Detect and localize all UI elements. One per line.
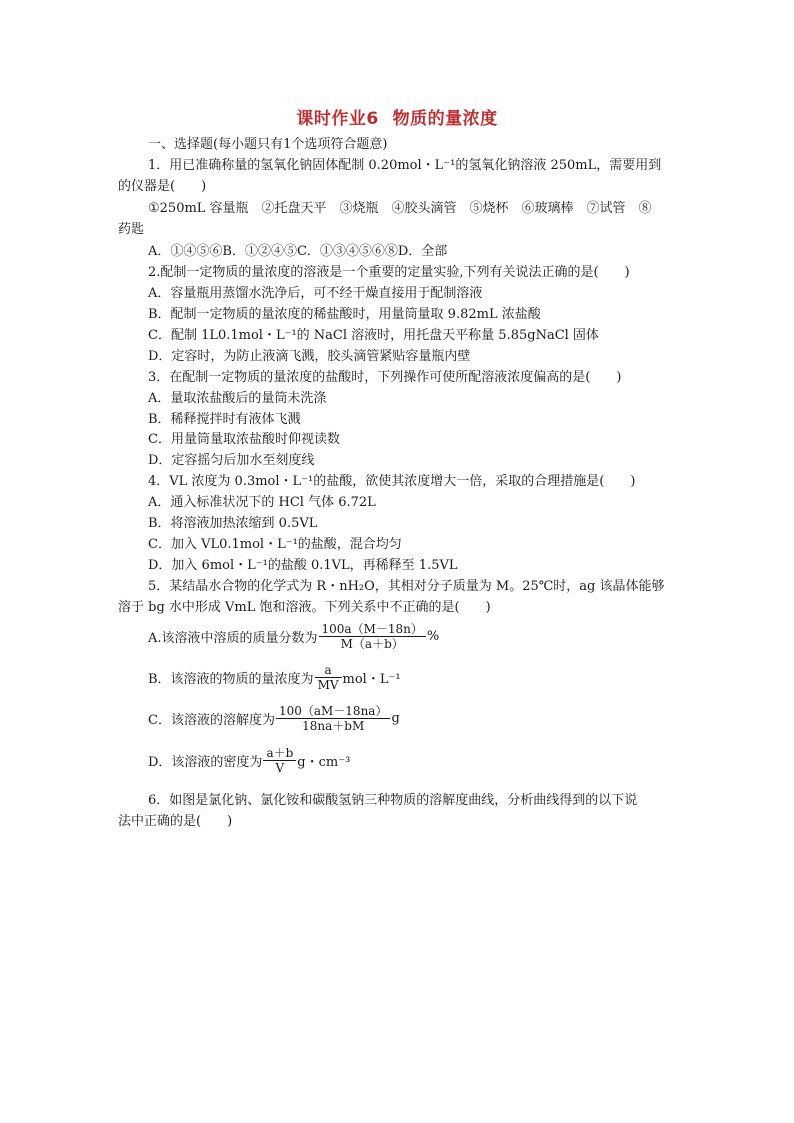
q5-option-c-fraction	[276, 704, 391, 733]
q5-option-a-label: A.该溶液中溶质的质量分数为	[148, 631, 318, 646]
q4-option-c: C．加入 VL0.1mol・L⁻¹的盐酸，混合均匀	[148, 537, 402, 552]
q5-stem-line1: 5．某结晶水合物的化学式为 R・nH₂O，其相对分子质量为 M。25℃时，ag 该晶体能够	[148, 579, 665, 594]
fraction-denominator: M（a＋b）	[340, 637, 404, 651]
page-title	[0, 104, 794, 129]
q1-stem-line1: 1．用已准确称量的氢氧化钠固体配制 0.20mol・L⁻¹的氢氧化钠溶液 250mL，需要用到	[148, 158, 662, 173]
q6-stem-line2: 法中正确的是( )	[118, 814, 233, 829]
q5-option-b-unit: mol・L⁻¹	[342, 672, 401, 687]
q5-stem-line2: 溶于 bg 水中形成 VmL 饱和溶液。下列关系中不正确的是( )	[118, 600, 491, 615]
q5-option-d-label: D．该溶液的密度为	[148, 755, 263, 770]
q3-stem: 3．在配制一定物质的量浓度的盐酸时，下列操作可使所配溶液浓度偏高的是( )	[148, 370, 622, 385]
q2-option-c: C．配制 1L0.1mol・L⁻¹的 NaCl 溶液时，用托盘天平称量 5.85gNaCl 固体	[148, 328, 599, 343]
q2-option-b: B．配制一定物质的量浓度的稀盐酸时，用量筒量取 9.82mL 浓盐酸	[148, 307, 541, 322]
q1-stem-line2: 的仪器是( )	[118, 179, 207, 194]
q5-option-b-label: B．该溶液的物质的量浓度为	[148, 672, 314, 687]
q3-option-c: C．用量筒量取浓盐酸时仰视读数	[148, 432, 340, 447]
q2-option-a: A．容量瓶用蒸馏水洗净后，可不经干燥直接用于配制溶液	[148, 286, 483, 301]
q3-option-b: B．稀释搅拌时有液体飞溅	[148, 412, 301, 427]
q4-stem: 4．VL 浓度为 0.3mol・L⁻¹的盐酸，欲使其浓度增大一倍，采取的合理措施是( )	[148, 474, 636, 489]
fraction-denominator: MV	[317, 678, 339, 692]
q1-items-line1: ①250mL 容量瓶 ②托盘天平 ③烧瓶 ④胶头滴管 ⑤烧杯 ⑥玻璃棒 ⑦试管 ⑧	[148, 201, 652, 216]
q2-stem: 2.配制一定物质的量浓度的溶液是一个重要的定量实验,下列有关说法正确的是( )	[148, 265, 630, 280]
q5-option-d-unit: g・cm⁻³	[297, 755, 351, 770]
q5-option-d-fraction	[263, 746, 296, 775]
fraction-numerator: 100a（M－18n）	[319, 622, 426, 637]
q2-option-d: D．定容时，为防止液滴飞溅，胶头滴管紧贴容量瓶内壁	[148, 349, 471, 364]
q4-option-a: A．通入标准状况下的 HCl 气体 6.72L	[148, 495, 376, 510]
q4-option-b: B．将溶液加热浓缩到 0.5VL	[148, 516, 318, 531]
fraction-numerator: a	[315, 663, 342, 678]
q3-option-a: A．量取浓盐酸后的量筒未洗涤	[148, 391, 327, 406]
fraction-numerator: a＋b	[263, 746, 296, 761]
fraction-denominator: V	[275, 761, 285, 775]
fraction-numerator: 100（aM－18na）	[276, 704, 391, 719]
q3-option-d: D．定容摇匀后加水至刻度线	[148, 453, 315, 468]
fraction-denominator: 18na＋bM	[302, 719, 365, 733]
section-heading: 一、选择题(每小题只有1个选项符合题意)	[148, 137, 388, 152]
q5-option-c	[148, 704, 400, 733]
q5-option-c-unit: g	[391, 711, 400, 726]
title-main: 课时作业6	[296, 109, 379, 129]
q5-option-a-unit: %	[426, 629, 440, 644]
q1-options: A．①④⑤⑥B．①②④⑤C．①③④⑤⑥⑧D．全部	[148, 244, 448, 259]
q5-option-a-fraction	[319, 622, 426, 651]
q6-stem-line1: 6．如图是氯化钠、氯化铵和碳酸氢钠三种物质的溶解度曲线，分析曲线得到的以下说	[148, 793, 638, 808]
q5-option-d	[148, 746, 350, 775]
q5-option-b-fraction	[315, 663, 342, 692]
q4-option-d: D．加入 6mol・L⁻¹的盐酸 0.1VL，再稀释至 1.5VL	[148, 558, 458, 573]
title-sub: 物质的量浓度	[392, 109, 498, 129]
q5-option-a	[148, 622, 439, 651]
q5-option-b	[148, 663, 401, 692]
q1-items-line2: 药匙	[118, 222, 145, 237]
q5-option-c-label: C．该溶液的溶解度为	[148, 713, 275, 728]
